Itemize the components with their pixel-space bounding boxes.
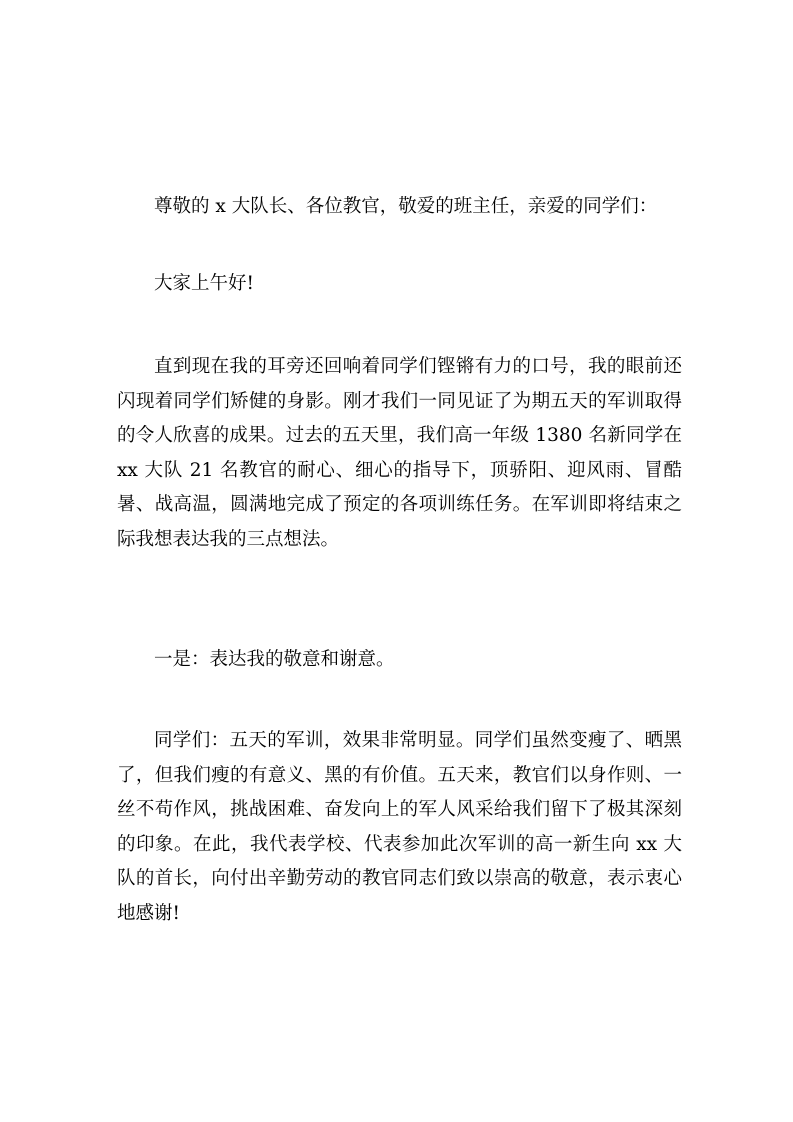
opening-paragraph: 直到现在我的耳旁还回响着同学们铿锵有力的口号，我的眼前还闪现着同学们矫健的身影。刚才我们一同见证了为期五天的军训取得的令人欣喜的成果。过去的五天里，我们高一年级 1380 名新同学在 xx 大队 21 名教官的耐心、细心的指导下，顶骄阳、迎风雨、冒酷暑、战高温，圆满地完成了预定的各项训练任务。在军训即将结束之际我想表达我的三点想法。	[117, 356, 682, 550]
salutation-paragraph: 尊敬的 x 大队长、各位教官，敬爱的班主任，亲爱的同学们：	[154, 196, 658, 217]
first-point-heading: 一是：表达我的敬意和谢意。	[154, 649, 395, 670]
greeting-paragraph: 大家上午好!	[154, 273, 254, 294]
thanks-paragraph: 同学们：五天的军训，效果非常明显。同学们虽然变瘦了、晒黑了，但我们瘦的有意义、黑的有价值。五天来，教官们以身作则、一丝不苟作风，挑战困难、奋发向上的军人风采给我们留下了极其深刻的印象。在此，我代表学校、代表参加此次军训的高一新生向 xx 大队的首长，向付出辛勤劳动的教官同志们致以崇高的敬意，表示衷心地感谢!	[117, 730, 682, 924]
